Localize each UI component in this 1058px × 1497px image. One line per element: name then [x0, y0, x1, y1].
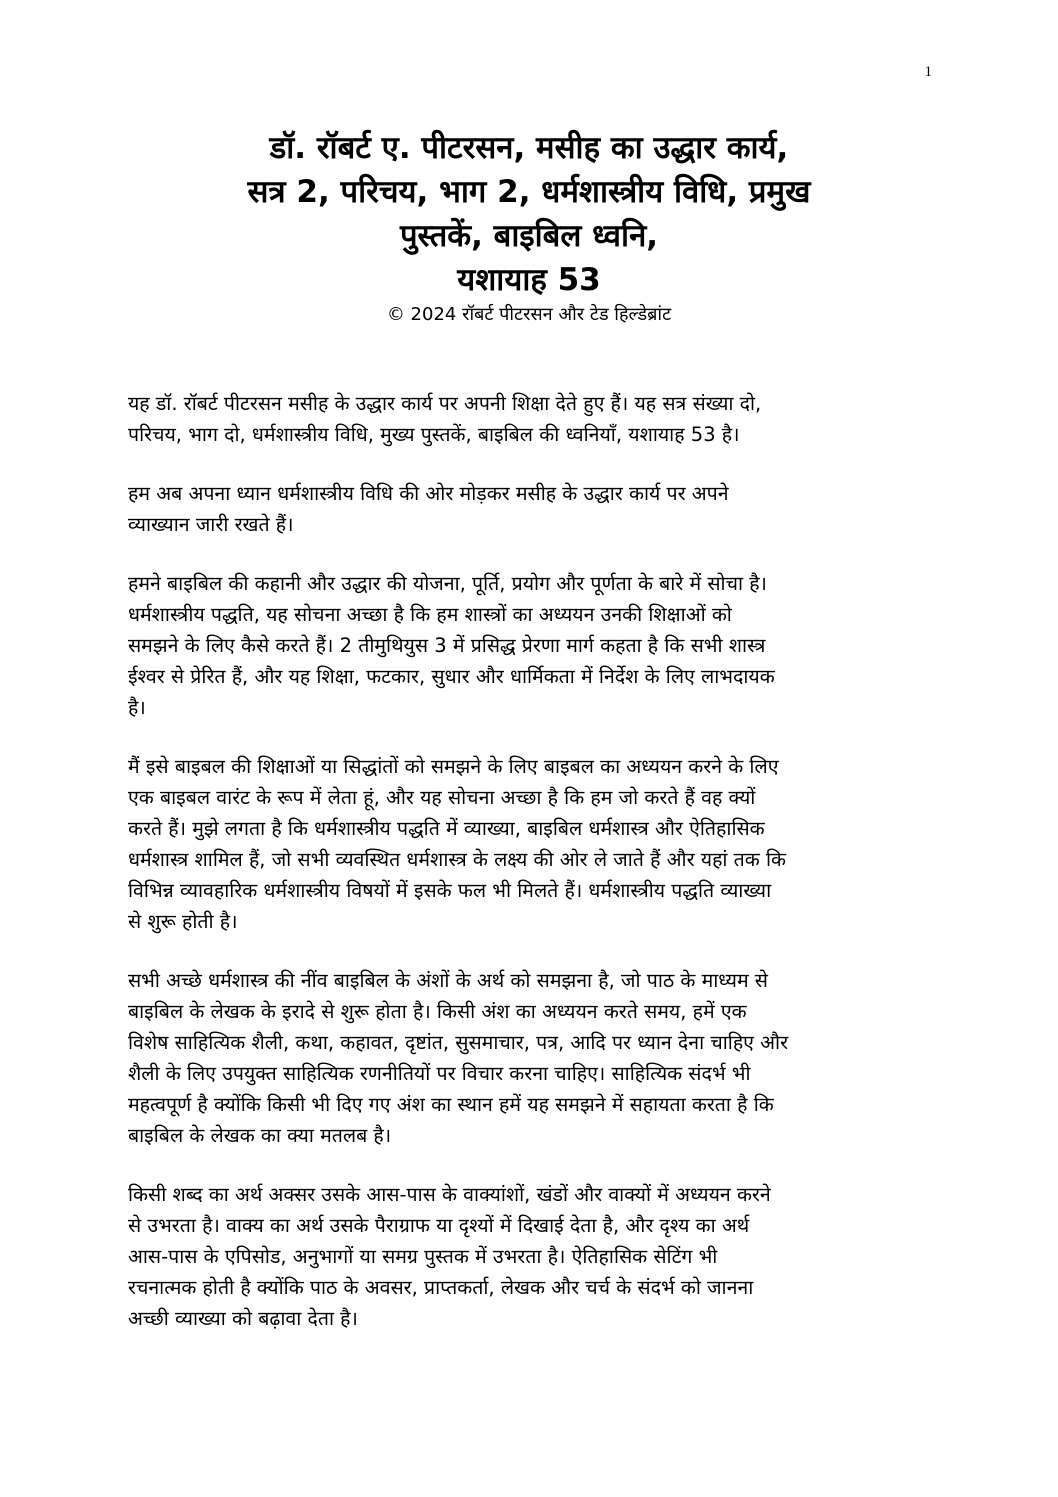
text-line: महत्वपूर्ण है क्योंकि किसी भी दिए गए अंश का स्थान हमें यह समझने में सहायता करता है कि [128, 1093, 774, 1116]
text-line: समझने के लिए कैसे करते हैं। 2 तीमुथियुस 3 में प्रसिद्ध प्रेरणा मार्ग कहता है कि सभी शास्त्र [128, 634, 766, 657]
text-line: परिचय, भाग दो, धर्मशास्त्रीय विधि, मुख्य पुस्तकें, बाइबिल की ध्वनियाँ, यशायाह 53 है। [128, 423, 740, 446]
paragraph-continuation [128, 478, 928, 540]
text-line: बाइबिल के लेखक का क्या मतलब है। [128, 1124, 392, 1147]
copyright-notice: © 2024 रॉबर्ट पीटरसन और टेड हिल्डेब्रांट [386, 304, 672, 325]
text-line: शैली के लिए उपयुक्त साहित्यिक रणनीतियों पर विचार करना चाहिए। साहित्यिक संदर्भ भी [128, 1062, 751, 1085]
text-line: धर्मशास्त्रीय पद्धति, यह सोचना अच्छा है कि हम शास्त्रों का अध्ययन उनकी शिक्षाओं को [128, 603, 732, 626]
text-line: है। [128, 696, 146, 719]
page-number: 1 [924, 64, 932, 80]
text-line: विशेष साहित्यिक शैली, कथा, कहावत, दृष्टांत, सुसमाचार, पत्र, आदि पर ध्यान देना चाहिए और [128, 1031, 789, 1054]
title-line: यशायाह 53 [457, 262, 601, 298]
text-line: से शुरू होती है। [128, 910, 238, 933]
title-line: सत्र 2, परिचय, भाग 2, धर्मशास्त्रीय विधि, प्रमुख [247, 174, 811, 210]
text-line: हम अब अपना ध्यान धर्मशास्त्रीय विधि की ओर मोड़कर मसीह के उद्धार कार्य पर अपने [128, 482, 729, 505]
title-line: डॉ. रॉबर्ट ए. पीटरसन, मसीह का उद्धार कार्य, [269, 130, 789, 166]
text-line: ईश्वर से प्रेरित हैं, और यह शिक्षा, फटकार, सुधार और धार्मिकता में निर्देश के लिए लाभदायक [128, 665, 775, 688]
text-line: धर्मशास्त्र शामिल हैं, जो सभी व्यवस्थित धर्मशास्त्र के लक्ष्य की ओर ले जाते हैं और यहां तक कि [128, 848, 787, 871]
text-line: अच्छी व्याख्या को बढ़ावा देता है। [128, 1307, 358, 1330]
text-line: हमने बाइबिल की कहानी और उद्धार की योजना, पूर्ति, प्रयोग और पूर्णता के बारे में सोचा है। [128, 572, 767, 595]
title-line: पुस्तकें, बाइबिल ध्वनि, [399, 218, 659, 254]
paragraph-intro [128, 388, 928, 450]
text-line: विभिन्न व्यावहारिक धर्मशास्त्रीय विषयों में इसके फल भी मिलते हैं। धर्मशास्त्रीय पद्धति व्याख्या [128, 879, 772, 902]
paragraph-context [128, 1179, 928, 1334]
text-line: बाइबिल के लेखक के इरादे से शुरू होता है। किसी अंश का अध्ययन करते समय, हमें एक [128, 1000, 747, 1023]
title-block [120, 126, 938, 328]
document-body [128, 388, 928, 1362]
text-line: मैं इसे बाइबल की शिक्षाओं या सिद्धांतों को समझने के लिए बाइबल का अध्ययन करने के लिए [128, 755, 779, 778]
text-line: सभी अच्छे धर्मशास्त्र की नींव बाइबिल के अंशों के अर्थ को समझना है, जो पाठ के माध्यम से [128, 969, 768, 992]
text-line: रचनात्मक होती है क्योंकि पाठ के अवसर, प्राप्तकर्ता, लेखक और चर्च के संदर्भ को जानना [128, 1276, 754, 1299]
text-line: यह डॉ. रॉबर्ट पीटरसन मसीह के उद्धार कार्य पर अपनी शिक्षा देते हुए हैं। यह सत्र संख्या दो, [128, 392, 762, 415]
text-line: व्याख्यान जारी रखते हैं। [128, 513, 294, 536]
paragraph-method [128, 568, 928, 723]
paragraph-foundation [128, 965, 928, 1151]
text-line: करते हैं। मुझे लगता है कि धर्मशास्त्रीय पद्धति में व्याख्या, बाइबिल धर्मशास्त्र और ऐतिहासिक [128, 817, 765, 840]
paragraph-exegesis [128, 751, 928, 937]
text-line: किसी शब्द का अर्थ अक्सर उसके आस-पास के वाक्यांशों, खंडों और वाक्यों में अध्ययन करने [128, 1183, 771, 1206]
text-line: से उभरता है। वाक्य का अर्थ उसके पैराग्राफ या दृश्यों में दिखाई देता है, और दृश्य का अर्थ [128, 1214, 750, 1237]
text-line: एक बाइबल वारंट के रूप में लेता हूं, और यह सोचना अच्छा है कि हम जो करते हैं वह क्यों [128, 786, 756, 809]
text-line: आस-पास के एपिसोड, अनुभागों या समग्र पुस्तक में उभरता है। ऐतिहासिक सेटिंग भी [128, 1245, 718, 1268]
